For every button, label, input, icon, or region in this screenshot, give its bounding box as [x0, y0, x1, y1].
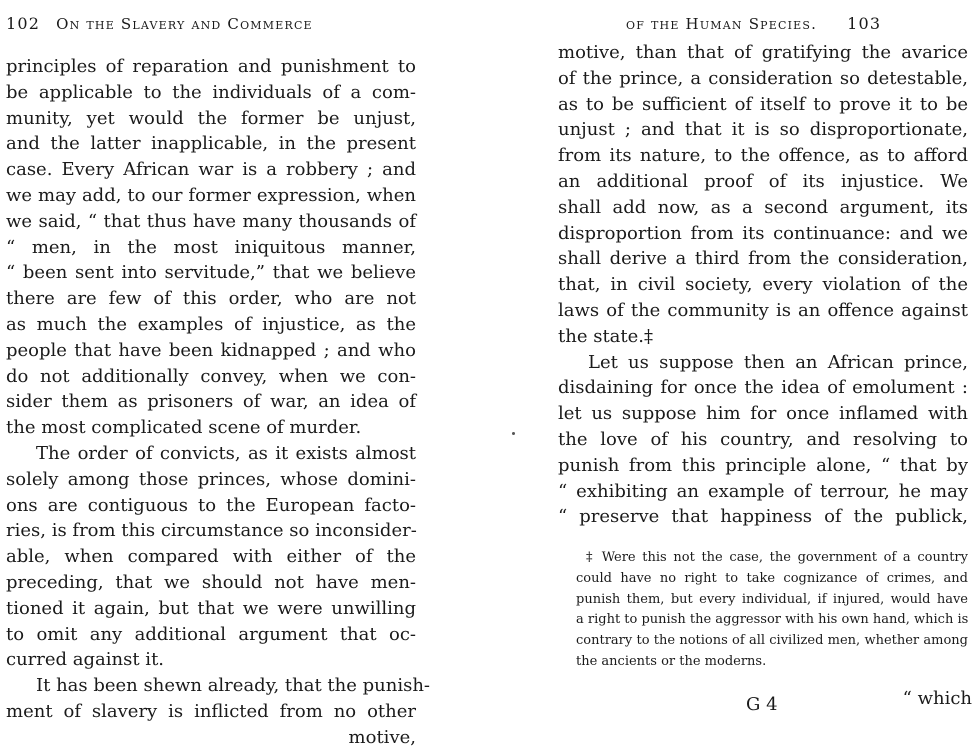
paragraph-start-line: It has been shewn already, that the punish- [36, 675, 431, 697]
text-line: the most complicated scene of murder. [6, 417, 362, 439]
text-line: to omit any additional argument that oc- [6, 623, 416, 645]
paragraph-start-line: The order of convicts, as it exists almost [36, 442, 416, 464]
text-line: solely among those princes, whose domini- [6, 468, 416, 490]
text-line: disdaining for once the idea of emolument : [558, 377, 968, 399]
text-line: ons are contiguous to the European facto- [6, 494, 416, 516]
footnote-line: the ancients or the moderns. [576, 653, 767, 669]
page-number-right: 103 [847, 14, 882, 33]
text-line: shall add now, as a second argument, its [558, 196, 968, 218]
right-text-body [558, 40, 968, 530]
left-page [0, 0, 440, 753]
running-head-left [6, 14, 313, 33]
text-line: that, in civil society, every violation of the [558, 274, 968, 296]
footnote [576, 548, 968, 673]
text-line: as much the examples of injustice, as the [6, 313, 416, 335]
text-line: ries, is from this circumstance so inconsider- [6, 520, 417, 542]
text-line: and the latter inapplicable, in the present [6, 133, 416, 155]
text-line: case. Every African war is a robbery ; and [6, 159, 416, 181]
text-line: able, when compared with either of the [6, 546, 416, 568]
footnote-line: punish them, but every individual, if injured, would have [576, 591, 968, 607]
running-head-title-left: On the Slavery and Commerce [56, 15, 313, 33]
text-line: tioned it again, but that we were unwilling [6, 597, 416, 619]
text-line: of the prince, a consideration so detestable, [558, 67, 968, 89]
text-line: disproportion from its continuance: and we [558, 222, 968, 244]
text-line: principles of reparation and punishment to [6, 56, 416, 77]
text-line: shall derive a third from the consideration, [558, 248, 968, 270]
text-line: sider them as prisoners of war, an idea of [6, 391, 416, 413]
paragraph-start-line: Let us suppose then an African prince, [588, 351, 968, 373]
signature-mark: G 4 [746, 694, 778, 715]
text-line: “ preserve that happiness of the publick, [558, 506, 968, 528]
page-number-left: 102 [6, 14, 41, 33]
text-line: the love of his country, and resolving to [558, 428, 968, 450]
text-line: punish from this principle alone, “ that by [558, 454, 968, 476]
text-line: laws of the community is an offence against [558, 299, 968, 321]
ink-speck [512, 432, 515, 435]
catchword-left: motive, [348, 726, 416, 748]
text-line: let us suppose him for once inflamed with [558, 403, 968, 425]
text-line: we said, “ that thus have many thousands of [6, 210, 416, 232]
right-page [548, 0, 980, 753]
footnote-line: ‡ Were this not the case, the government of a country [586, 550, 968, 565]
text-line: people that have been kidnapped ; and who [6, 339, 416, 361]
text-line: from its nature, to the offence, as to afford [558, 145, 968, 167]
text-line: “ been sent into servitude,” that we believe [6, 262, 416, 284]
footnote-line: a right to punish the aggressor with his own hand, which is [576, 612, 969, 628]
text-line: curred against it. [6, 649, 165, 671]
text-line: “ exhibiting an example of terrour, he may [558, 480, 968, 502]
running-head-title-right: of the Human Species. [626, 15, 818, 33]
text-line: do not additionally convey, when we con- [6, 365, 416, 387]
catchword-right: “ which [902, 688, 972, 709]
footnote-line: contrary to the notions of all civilized men, whether among [576, 633, 968, 649]
text-line: ment of slavery is inflicted from no other [6, 700, 416, 722]
text-line: be applicable to the individuals of a com- [6, 81, 416, 103]
text-line: we may add, to our former expression, when [6, 184, 416, 206]
text-line: the state.‡ [558, 325, 654, 347]
text-line: unjust ; and that it is so disproportionate, [558, 119, 968, 141]
text-line: preceding, that we should not have men- [6, 571, 416, 593]
left-text-body [6, 54, 431, 751]
text-line: as to be sufficient of itself to prove it to be [558, 93, 968, 115]
running-head-right [626, 14, 881, 33]
text-line: “ men, in the most iniquitous manner, [6, 236, 416, 258]
footnote-line: could have no right to take cognizance of crimes, and [576, 570, 968, 586]
text-line: munity, yet would the former be unjust, [6, 107, 416, 129]
text-line: an additional proof of its injustice. We [558, 170, 968, 192]
text-line: there are few of this order, who are not [6, 288, 416, 310]
text-line: motive, than that of gratifying the avarice [558, 42, 968, 63]
